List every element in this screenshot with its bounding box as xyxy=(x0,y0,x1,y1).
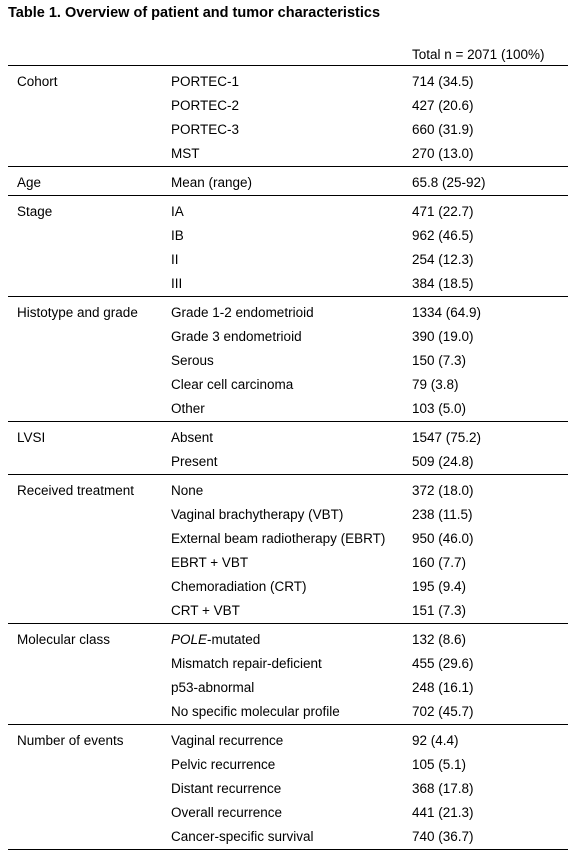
row-item xyxy=(171,628,260,652)
row-item-text: Cancer-specific survival xyxy=(171,829,314,844)
row-value: 714 (34.5) xyxy=(412,74,474,89)
row-item xyxy=(171,426,213,450)
row-item-text: PORTEC-2 xyxy=(171,98,240,113)
row-item-text: III xyxy=(171,276,183,291)
group-label: LVSI xyxy=(17,430,46,445)
row-item-text: PORTEC-3 xyxy=(171,122,240,137)
group-label: Cohort xyxy=(17,74,58,89)
row-item-text: Chemoradiation (CRT) xyxy=(171,579,307,594)
row-item xyxy=(171,575,307,599)
row-item xyxy=(171,825,314,849)
table-row xyxy=(8,700,568,724)
group-label: Stage xyxy=(17,204,53,219)
row-item-text: Serous xyxy=(171,353,214,368)
table-row xyxy=(8,171,568,195)
row-item xyxy=(171,248,179,272)
row-item-text: Vaginal brachytherapy (VBT) xyxy=(171,507,344,522)
row-value: 238 (11.5) xyxy=(412,507,473,522)
row-item xyxy=(171,753,275,777)
table-row xyxy=(8,628,568,652)
table-group xyxy=(8,479,568,624)
characteristics-table xyxy=(8,46,568,850)
row-item xyxy=(171,652,322,676)
row-item-text: Grade 3 endometrioid xyxy=(171,329,302,344)
row-value: 962 (46.5) xyxy=(412,228,474,243)
row-item xyxy=(171,700,340,724)
group-label: Received treatment xyxy=(17,483,135,498)
row-item xyxy=(171,224,184,248)
row-item-text: Mismatch repair-deficient xyxy=(171,656,322,671)
table-row xyxy=(8,503,568,527)
table-row xyxy=(8,224,568,248)
row-value: 79 (3.8) xyxy=(412,377,459,392)
row-item-text: None xyxy=(171,483,204,498)
row-item-text: CRT + VBT xyxy=(171,603,240,618)
row-value: 950 (46.0) xyxy=(412,531,474,546)
row-item xyxy=(171,142,200,166)
table-row xyxy=(8,450,568,474)
row-item-text: Vaginal recurrence xyxy=(171,733,284,748)
row-item xyxy=(171,503,343,527)
row-item-text: Pelvic recurrence xyxy=(171,757,276,772)
table-row xyxy=(8,70,568,94)
row-item xyxy=(171,551,248,575)
row-value: 702 (45.7) xyxy=(412,704,474,719)
table-row xyxy=(8,200,568,224)
row-value: 254 (12.3) xyxy=(412,252,474,267)
row-item-text: Other xyxy=(171,401,205,416)
table-row xyxy=(8,777,568,801)
table-group xyxy=(8,70,568,167)
table-group xyxy=(8,301,568,422)
row-value: 105 (5.1) xyxy=(412,757,467,772)
table-row xyxy=(8,142,568,166)
total-header: Total n = 2071 (100%) xyxy=(412,47,545,62)
row-item xyxy=(171,676,254,700)
row-value: 368 (17.8) xyxy=(412,781,474,796)
row-item-text: Overall recurrence xyxy=(171,805,283,820)
row-value: 103 (5.0) xyxy=(412,401,467,416)
table-row xyxy=(8,272,568,296)
table-row xyxy=(8,652,568,676)
table-row xyxy=(8,753,568,777)
row-value: 248 (16.1) xyxy=(412,680,474,695)
table-row xyxy=(8,94,568,118)
row-item xyxy=(171,450,218,474)
row-item-text: IB xyxy=(171,228,184,243)
table-row xyxy=(8,575,568,599)
row-value: 509 (24.8) xyxy=(412,454,474,469)
row-value: 660 (31.9) xyxy=(412,122,474,137)
row-value: 160 (7.7) xyxy=(412,555,467,570)
row-item xyxy=(171,272,182,296)
table-group xyxy=(8,171,568,196)
row-item-text: IA xyxy=(171,204,184,219)
table-row xyxy=(8,301,568,325)
row-value: 740 (36.7) xyxy=(412,829,474,844)
table-body xyxy=(8,70,568,850)
row-item-text: Distant recurrence xyxy=(171,781,282,796)
row-item-text: Clear cell carcinoma xyxy=(171,377,294,392)
table-row xyxy=(8,325,568,349)
row-item xyxy=(171,171,252,195)
row-item xyxy=(171,200,184,224)
row-item xyxy=(171,479,203,503)
row-item-text: MST xyxy=(171,146,200,161)
row-value: 1547 (75.2) xyxy=(412,430,482,445)
row-item-text: Present xyxy=(171,454,218,469)
row-value: 132 (8.6) xyxy=(412,632,467,647)
table-header xyxy=(8,46,568,65)
row-item xyxy=(171,397,205,421)
row-value: 372 (18.0) xyxy=(412,483,474,498)
table-title: Table 1. Overview of patient and tumor characteristics xyxy=(8,5,381,21)
row-value: 151 (7.3) xyxy=(412,603,467,618)
table-row xyxy=(8,349,568,373)
table-row xyxy=(8,479,568,503)
row-item-text: EBRT + VBT xyxy=(171,555,249,570)
table-row xyxy=(8,373,568,397)
row-item xyxy=(171,801,282,825)
row-item xyxy=(171,301,314,325)
header-rule xyxy=(8,65,568,66)
row-item xyxy=(171,94,239,118)
row-value: 65.8 (25-92) xyxy=(412,175,486,190)
row-item-text: Mean (range) xyxy=(171,175,253,190)
row-value: 270 (13.0) xyxy=(412,146,474,161)
row-item-text: Grade 1-2 endometrioid xyxy=(171,305,314,320)
row-item-text: -mutated xyxy=(207,632,261,647)
row-value: 384 (18.5) xyxy=(412,276,474,291)
row-value: 471 (22.7) xyxy=(412,204,474,219)
row-value: 150 (7.3) xyxy=(412,353,467,368)
row-item xyxy=(171,118,239,142)
table-row xyxy=(8,599,568,623)
row-value: 1334 (64.9) xyxy=(412,305,482,320)
group-label: Age xyxy=(17,175,42,190)
row-item-text: II xyxy=(171,252,179,267)
group-label: Histotype and grade xyxy=(17,305,138,320)
table-row xyxy=(8,676,568,700)
row-item xyxy=(171,70,239,94)
table-row xyxy=(8,551,568,575)
row-item-text: p53-abnormal xyxy=(171,680,255,695)
row-item xyxy=(171,527,385,551)
group-label: Number of events xyxy=(17,733,124,748)
table-row xyxy=(8,397,568,421)
row-item xyxy=(171,729,283,753)
row-value: 195 (9.4) xyxy=(412,579,467,594)
table-row xyxy=(8,248,568,272)
row-item-text: Absent xyxy=(171,430,214,445)
row-value: 390 (19.0) xyxy=(412,329,474,344)
group-label: Molecular class xyxy=(17,632,111,647)
row-item xyxy=(171,777,281,801)
table-row xyxy=(8,729,568,753)
row-item xyxy=(171,373,293,397)
table-row xyxy=(8,825,568,849)
row-item xyxy=(171,325,302,349)
row-item-text: PORTEC-1 xyxy=(171,74,240,89)
row-item xyxy=(171,349,214,373)
row-value: 427 (20.6) xyxy=(412,98,474,113)
table-group xyxy=(8,200,568,297)
table-group xyxy=(8,729,568,850)
table-row xyxy=(8,118,568,142)
table-group xyxy=(8,628,568,725)
row-item-italic: POLE xyxy=(171,632,208,647)
table-group xyxy=(8,426,568,475)
row-value: 441 (21.3) xyxy=(412,805,474,820)
row-item-text: External beam radiotherapy (EBRT) xyxy=(171,531,386,546)
table-row xyxy=(8,426,568,450)
row-value: 92 (4.4) xyxy=(412,733,459,748)
table-row xyxy=(8,801,568,825)
row-item-text: No specific molecular profile xyxy=(171,704,340,719)
row-item xyxy=(171,599,240,623)
row-value: 455 (29.6) xyxy=(412,656,474,671)
table-row xyxy=(8,527,568,551)
